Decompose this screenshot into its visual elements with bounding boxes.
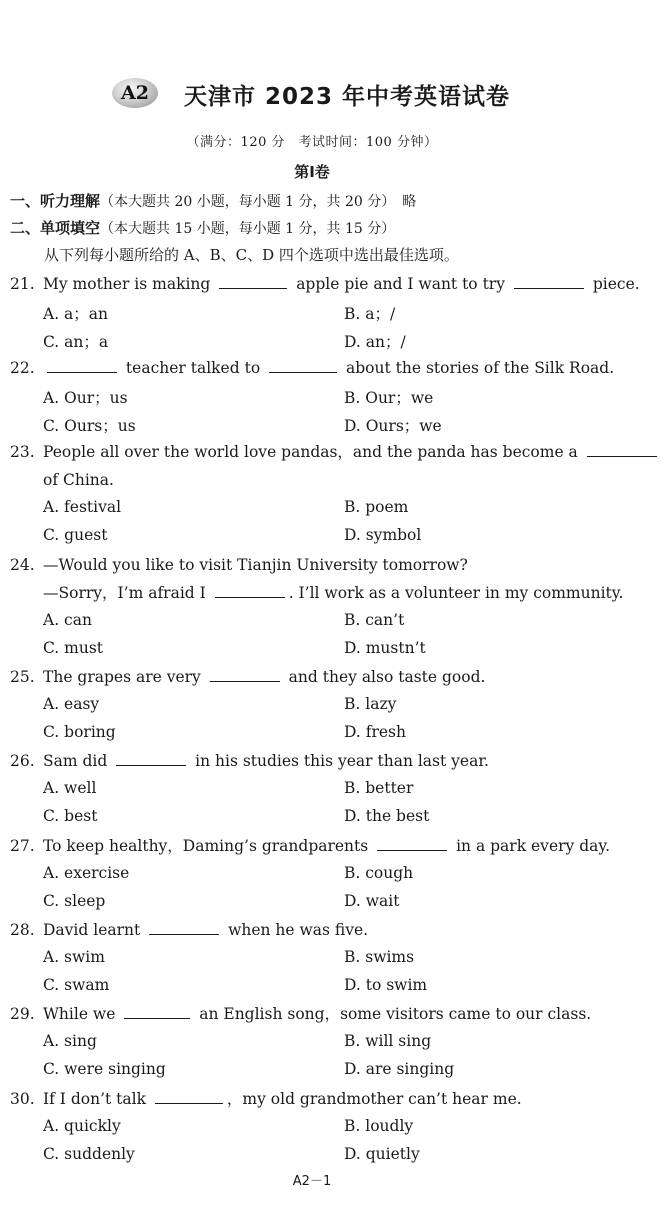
- question-text-segment: My mother is making: [43, 275, 216, 293]
- answer-option[interactable]: C. must: [43, 639, 104, 657]
- answer-option[interactable]: D. mustn’t: [344, 639, 426, 657]
- answer-option[interactable]: A. sing: [43, 1032, 97, 1050]
- question-text-segment: . I’ll work as a volunteer in my community.: [288, 584, 624, 602]
- answer-blank: [210, 667, 280, 682]
- answer-option[interactable]: A. a；an: [43, 305, 109, 323]
- answer-blank: [116, 751, 186, 766]
- question-text-segment: ，my old grandmother can’t hear me.: [226, 1090, 522, 1108]
- section-single-choice: [10, 217, 395, 238]
- instruction-text: 从下列每小题所给的 A、B、C、D 四个选项中选出最佳选项。: [44, 246, 459, 264]
- section-title: 一、听力理解: [10, 192, 101, 210]
- answer-option[interactable]: C. boring: [43, 723, 116, 741]
- paper-badge: A2: [112, 78, 158, 108]
- page-title: 天津市 2023 年中考英语试卷: [184, 84, 511, 110]
- question-text-segment: While we: [43, 1005, 121, 1023]
- answer-option[interactable]: A. quickly: [43, 1117, 121, 1135]
- question-text-segment: piece.: [587, 275, 640, 293]
- question-text-segment: apple pie and I want to try: [291, 275, 510, 293]
- question-number: 26.: [10, 752, 35, 770]
- answer-option[interactable]: D. Ours；we: [344, 417, 442, 435]
- answer-option[interactable]: D. fresh: [344, 723, 406, 741]
- answer-option[interactable]: D. wait: [344, 892, 400, 910]
- answer-option[interactable]: C. best: [43, 807, 98, 825]
- answer-option[interactable]: D. to swim: [344, 976, 428, 994]
- answer-option[interactable]: A. swim: [43, 948, 105, 966]
- question-text-segment: To keep healthy，Daming’s grandparents: [43, 837, 374, 855]
- question-text-segment: If I don’t talk: [43, 1090, 151, 1108]
- question-text-segment: —Sorry，I’m afraid I: [43, 584, 211, 602]
- question-stem: [43, 836, 610, 856]
- answer-option[interactable]: B. a；/: [344, 305, 396, 323]
- question-number: 28.: [10, 921, 35, 939]
- answer-option[interactable]: B. will sing: [344, 1032, 432, 1050]
- page-header: [0, 78, 624, 112]
- question-text-segment: in his studies this year than last year.: [190, 752, 489, 770]
- answer-blank: [269, 358, 337, 373]
- question-stem: [43, 1004, 591, 1024]
- answer-option[interactable]: A. Our；us: [43, 389, 128, 407]
- question-number: 25.: [10, 668, 35, 686]
- answer-option[interactable]: C. an；a: [43, 333, 109, 351]
- answer-option[interactable]: B. swims: [344, 948, 415, 966]
- answer-option[interactable]: B. better: [344, 779, 414, 797]
- question-text-segment: David learnt: [43, 921, 146, 939]
- answer-option[interactable]: B. cough: [344, 864, 414, 882]
- answer-blank: [514, 274, 584, 289]
- answer-option[interactable]: A. easy: [43, 695, 100, 713]
- answer-blank: [377, 836, 447, 851]
- question-text-segment: The grapes are very: [43, 668, 206, 686]
- answer-blank: [149, 920, 219, 935]
- answer-blank: [215, 583, 285, 598]
- question-number: 24.: [10, 556, 35, 574]
- question-number: 30.: [10, 1090, 35, 1108]
- question-text-segment: teacher talked to: [121, 359, 266, 377]
- answer-option[interactable]: B. can’t: [344, 611, 405, 629]
- exam-info: （满分：120 分 考试时间：100 分钟）: [186, 135, 438, 150]
- question-text-segment: and they also taste good.: [283, 668, 486, 686]
- question-text-segment: when he was five.: [223, 921, 369, 939]
- question-text-segment: an English song，some visitors came to our class.: [194, 1005, 592, 1023]
- answer-option[interactable]: D. are singing: [344, 1060, 455, 1078]
- answer-option[interactable]: C. Ours；us: [43, 417, 136, 435]
- question-stem: [43, 751, 489, 771]
- answer-blank: [155, 1089, 223, 1104]
- answer-option[interactable]: C. guest: [43, 526, 108, 544]
- question-number: 23.: [10, 443, 35, 461]
- answer-option[interactable]: B. Our；we: [344, 389, 434, 407]
- question-number: 22.: [10, 359, 35, 377]
- answer-blank: [124, 1004, 190, 1019]
- question-text-segment: of China.: [43, 471, 114, 489]
- question-number: 27.: [10, 837, 35, 855]
- answer-option[interactable]: C. suddenly: [43, 1145, 135, 1163]
- answer-option[interactable]: D. quietly: [344, 1145, 420, 1163]
- question-stem: [43, 1089, 522, 1109]
- question-dialog-line: [43, 583, 623, 603]
- question-stem: [43, 274, 640, 294]
- answer-option[interactable]: A. festival: [43, 498, 122, 516]
- answer-option[interactable]: A. exercise: [43, 864, 130, 882]
- answer-option[interactable]: C. sleep: [43, 892, 106, 910]
- question-stem: [43, 920, 368, 940]
- question-text-segment: in a park every day.: [451, 837, 610, 855]
- question-text-segment: about the stories of the Silk Road.: [341, 359, 615, 377]
- question-stem: [43, 358, 614, 378]
- answer-blank: [587, 442, 657, 457]
- answer-option[interactable]: A. can: [43, 611, 92, 629]
- section-title: 二、单项填空: [10, 219, 101, 237]
- answer-option[interactable]: D. an；/: [344, 333, 406, 351]
- question-stem: [43, 555, 468, 575]
- question-stem: [43, 442, 661, 462]
- section-listening: [10, 190, 416, 211]
- question-stem: [43, 667, 485, 687]
- page-number: A2－1: [292, 1174, 332, 1189]
- section-note: （本大题共 15 小题，每小题 1 分，共 15 分）: [100, 221, 396, 237]
- answer-blank: [219, 274, 287, 289]
- question-text-segment: People all over the world love pandas，and the panda has become a: [43, 443, 583, 461]
- answer-option[interactable]: B. poem: [344, 498, 409, 516]
- answer-option[interactable]: D. symbol: [344, 526, 422, 544]
- answer-option[interactable]: B. lazy: [344, 695, 397, 713]
- answer-option[interactable]: B. loudly: [344, 1117, 414, 1135]
- answer-option[interactable]: D. the best: [344, 807, 430, 825]
- answer-option[interactable]: A. well: [43, 779, 97, 797]
- question-number: 21.: [10, 275, 35, 293]
- question-number: 29.: [10, 1005, 35, 1023]
- section-note: （本大题共 20 小题，每小题 1 分，共 20 分） 略: [100, 194, 417, 210]
- answer-blank: [47, 358, 117, 373]
- question-stem-continued: [43, 470, 114, 490]
- question-text-segment: —Would you like to visit Tianjin University tomorrow?: [43, 556, 468, 574]
- part-heading: 第Ⅰ卷: [294, 163, 330, 181]
- question-text-segment: Sam did: [43, 752, 113, 770]
- answer-option[interactable]: C. were singing: [43, 1060, 166, 1078]
- answer-option[interactable]: C. swam: [43, 976, 110, 994]
